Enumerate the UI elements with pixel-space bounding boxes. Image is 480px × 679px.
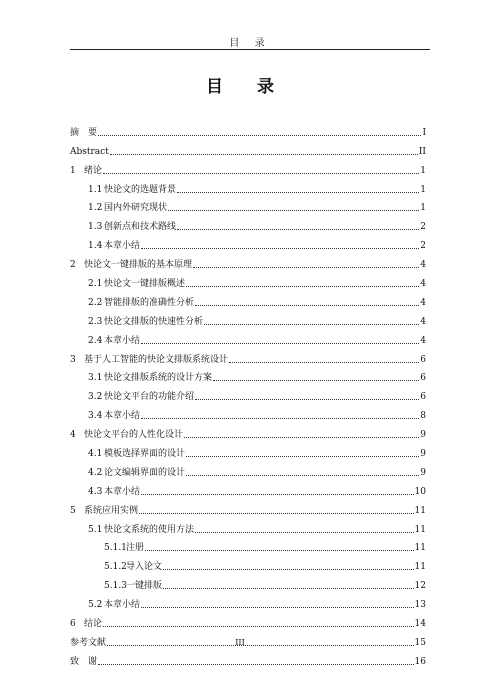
toc-leader-dots: [110, 154, 418, 155]
toc-entry-text: 摘 要: [70, 127, 98, 138]
toc-entry-label: [88, 316, 203, 328]
toc-entry-number: 1.4: [88, 241, 103, 252]
toc-entry-page: 2: [420, 222, 426, 233]
toc-entry-text: 快论文排版的快速性分析: [104, 316, 204, 327]
toc-entry-page: 6: [420, 354, 426, 365]
toc-entry-number: 5.1.2: [104, 562, 127, 573]
toc-leader-dots: [213, 380, 419, 381]
toc-entry-number: 1.3: [88, 222, 103, 233]
toc-entry[interactable]: [70, 403, 426, 422]
toc-entry-label: [70, 656, 97, 668]
toc-entry-text: 快论文平台的人性化设计: [84, 430, 184, 441]
toc-entry-text: 论文编辑界面的设计: [104, 467, 186, 478]
toc-entry-number: 4.1: [88, 449, 103, 460]
page-number: III: [235, 638, 245, 647]
toc-entry-page: 4: [420, 279, 426, 290]
toc-entry-label: [70, 259, 192, 271]
toc-entry-number: 1.1: [88, 184, 103, 195]
toc-entry-page: I: [422, 127, 426, 138]
toc-entry-label: [88, 448, 185, 460]
toc-entry-page: 12: [414, 581, 426, 592]
toc-entry[interactable]: [70, 196, 426, 215]
toc-entry-page: 9: [420, 467, 426, 478]
toc-entry-label: [88, 297, 194, 309]
toc-entry-text: 快论文的选题背景: [104, 184, 177, 195]
toc-entry-label: [88, 486, 140, 498]
toc-leader-dots: [186, 475, 419, 476]
toc-entry-page: 4: [420, 316, 426, 327]
toc-entry-page: 8: [420, 411, 426, 422]
toc-leader-dots: [103, 173, 419, 174]
toc-entry-label: [70, 429, 183, 441]
toc-entry-text: 参考文献: [70, 637, 107, 648]
toc-leader-dots: [195, 305, 419, 306]
toc-leader-dots: [139, 513, 414, 514]
toc-entry-text: 快论文平台的功能介绍: [104, 392, 195, 403]
toc-entry-text: 模板选择界面的设计: [104, 449, 186, 460]
toc-entry[interactable]: [70, 252, 426, 271]
toc-entry-number: 3: [70, 354, 76, 365]
toc-entry-text: 快论文一键排版的基本原理: [84, 260, 193, 271]
toc-entry-text: 注册: [126, 543, 145, 554]
toc-entry-text: 创新点和技术路线: [104, 222, 177, 233]
toc-entry-page: 13: [414, 600, 426, 611]
toc-entry-page: 9: [420, 449, 426, 460]
toc-entry-text: 本章小结: [104, 600, 141, 611]
header-rule: [70, 49, 430, 50]
toc-entry[interactable]: [70, 517, 426, 536]
toc-entry-number: 3.4: [88, 411, 103, 422]
toc-leader-dots: [141, 607, 414, 608]
toc-entry-number: 4.3: [88, 486, 103, 497]
toc-entry[interactable]: [70, 233, 426, 252]
toc-entry[interactable]: [70, 592, 426, 611]
toc-entry[interactable]: [70, 649, 426, 668]
toc-entry-label: [70, 354, 228, 366]
toc-entry-page: 4: [420, 260, 426, 271]
toc-entry-number: 3.2: [88, 392, 103, 403]
toc-leader-dots: [163, 588, 414, 589]
toc-entry-page: 1: [420, 184, 426, 195]
toc-entry[interactable]: [70, 177, 426, 196]
toc-leader-dots: [184, 437, 419, 438]
toc-entry-label: [70, 505, 138, 517]
toc-entry-page: 1: [420, 203, 426, 214]
toc-entry[interactable]: [70, 554, 426, 573]
toc-entry-page: 6: [420, 392, 426, 403]
toc-leader-dots: [145, 550, 414, 551]
toc-entry-label: [70, 146, 109, 158]
toc-entry-label: [88, 599, 140, 611]
toc-entry[interactable]: [70, 366, 426, 385]
toc-entry-number: 3.1: [88, 373, 103, 384]
toc-leader-dots: [204, 324, 419, 325]
page-title: 目 录: [206, 77, 288, 97]
toc-entry-label: [104, 542, 144, 554]
toc-leader-dots: [141, 418, 419, 419]
toc-entry-label: [88, 467, 185, 479]
toc-entry[interactable]: [70, 384, 426, 403]
toc-entry[interactable]: [70, 158, 426, 177]
toc-leader-dots: [141, 343, 419, 344]
toc-leader-dots: [195, 532, 414, 533]
toc-entry-label: [70, 165, 102, 177]
toc-entry-text: 本章小结: [104, 241, 141, 252]
toc-entry[interactable]: [70, 347, 426, 366]
toc-entry[interactable]: [70, 498, 426, 517]
toc-entry-text: 快论文一键排版概述: [104, 279, 186, 290]
toc-leader-dots: [163, 569, 414, 570]
toc-leader-dots: [193, 267, 419, 268]
toc-entry-text: 快论文排版系统的设计方案: [104, 373, 213, 384]
toc-entry[interactable]: [70, 422, 426, 441]
toc-entry-text: 本章小结: [104, 486, 141, 497]
running-header: 目 录: [229, 38, 271, 49]
toc-entry[interactable]: [70, 309, 426, 328]
toc-entry-page: 11: [414, 543, 426, 554]
toc-leader-dots: [168, 210, 419, 211]
toc-entry[interactable]: [70, 290, 426, 309]
toc-entry-text: 结论: [84, 619, 103, 630]
toc-entry-page: II: [418, 146, 426, 157]
toc-entry-number: 5.1.1: [104, 543, 127, 554]
toc-entry-number: 6: [70, 619, 76, 630]
toc-entry-label: [88, 221, 176, 233]
toc-leader-dots: [141, 248, 419, 249]
toc-entry-page: 2: [420, 241, 426, 252]
toc-entry-label: [88, 202, 167, 214]
toc-entry-label: [88, 524, 194, 536]
toc-entry-label: [88, 391, 194, 403]
toc-leader-dots: [98, 664, 414, 665]
toc-entry-number: 4.2: [88, 467, 103, 478]
toc-leader-dots: [186, 456, 419, 457]
toc-entry-number: 2.2: [88, 297, 103, 308]
toc-entry-label: [88, 335, 140, 347]
toc-leader-dots: [177, 229, 419, 230]
toc-entry-label: [104, 561, 162, 573]
toc-entry-page: 11: [414, 524, 426, 535]
toc-entry-page: 10: [414, 486, 426, 497]
toc-entry-label: [104, 580, 162, 592]
toc-entry-text: Abstract: [70, 146, 109, 157]
toc-entry-number: 5.1: [88, 524, 103, 535]
toc-entry[interactable]: [70, 479, 426, 498]
toc-entry-number: 2.3: [88, 316, 103, 327]
toc-entry-text: 导入论文: [126, 562, 163, 573]
toc-entry-text: 智能排版的准确性分析: [104, 297, 195, 308]
toc-entry-text: 国内外研究现状: [104, 203, 168, 214]
toc-entry-page: 4: [420, 335, 426, 346]
toc-entry-text: 绪论: [84, 165, 103, 176]
toc-entry[interactable]: [70, 120, 426, 139]
toc-entry[interactable]: [70, 573, 426, 592]
toc-entry-label: [88, 240, 140, 252]
toc-leader-dots: [186, 286, 419, 287]
toc-leader-dots: [103, 626, 414, 627]
toc-entry-number: 2.1: [88, 279, 103, 290]
toc-entry-label: [88, 184, 176, 196]
toc-entry-number: 2.4: [88, 335, 103, 346]
toc-entry-text: 快论文系统的使用方法: [104, 524, 195, 535]
toc-entry[interactable]: [70, 271, 426, 290]
toc-entry[interactable]: [70, 611, 426, 630]
toc-entry-text: 系统应用实例: [84, 505, 139, 516]
toc-entry-number: 5: [70, 505, 76, 516]
toc-leader-dots: [177, 192, 419, 193]
toc-entry-label: [88, 372, 212, 384]
toc-entry-page: 4: [420, 297, 426, 308]
toc-entry[interactable]: [70, 536, 426, 555]
toc-entry[interactable]: [70, 460, 426, 479]
toc-entry-page: 11: [414, 505, 426, 516]
toc-entry-number: 5.2: [88, 600, 103, 611]
toc-entry-text: 致 谢: [70, 656, 98, 667]
toc-entry-page: 1: [420, 165, 426, 176]
toc-entry-page: 15: [414, 637, 426, 648]
toc-entry-label: [70, 127, 97, 139]
table-of-contents: [70, 120, 426, 668]
toc-entry[interactable]: [70, 139, 426, 158]
toc-entry-number: 1.2: [88, 203, 103, 214]
toc-entry-text: 本章小结: [104, 411, 141, 422]
toc-entry-label: [88, 278, 185, 290]
toc-entry-number: 1: [70, 165, 76, 176]
toc-entry-page: 9: [420, 430, 426, 441]
toc-entry-label: [88, 410, 140, 422]
toc-leader-dots: [229, 362, 419, 363]
toc-entry-page: 16: [414, 656, 426, 667]
toc-leader-dots: [141, 494, 414, 495]
toc-entry[interactable]: [70, 441, 426, 460]
toc-entry[interactable]: [70, 328, 426, 347]
toc-leader-dots: [98, 135, 421, 136]
toc-entry-number: 4: [70, 430, 76, 441]
toc-entry-number: 2: [70, 260, 76, 271]
toc-entry[interactable]: [70, 214, 426, 233]
toc-entry-number: 5.1.3: [104, 581, 127, 592]
toc-leader-dots: [195, 399, 419, 400]
toc-entry-text: 本章小结: [104, 335, 141, 346]
toc-entry-page: 14: [414, 619, 426, 630]
toc-entry-label: [70, 618, 102, 630]
toc-entry-page: 11: [414, 562, 426, 573]
toc-entry-page: 6: [420, 373, 426, 384]
toc-entry-text: 一键排版: [126, 581, 163, 592]
toc-entry-text: 基于人工智能的快论文排版系统设计: [84, 354, 229, 365]
